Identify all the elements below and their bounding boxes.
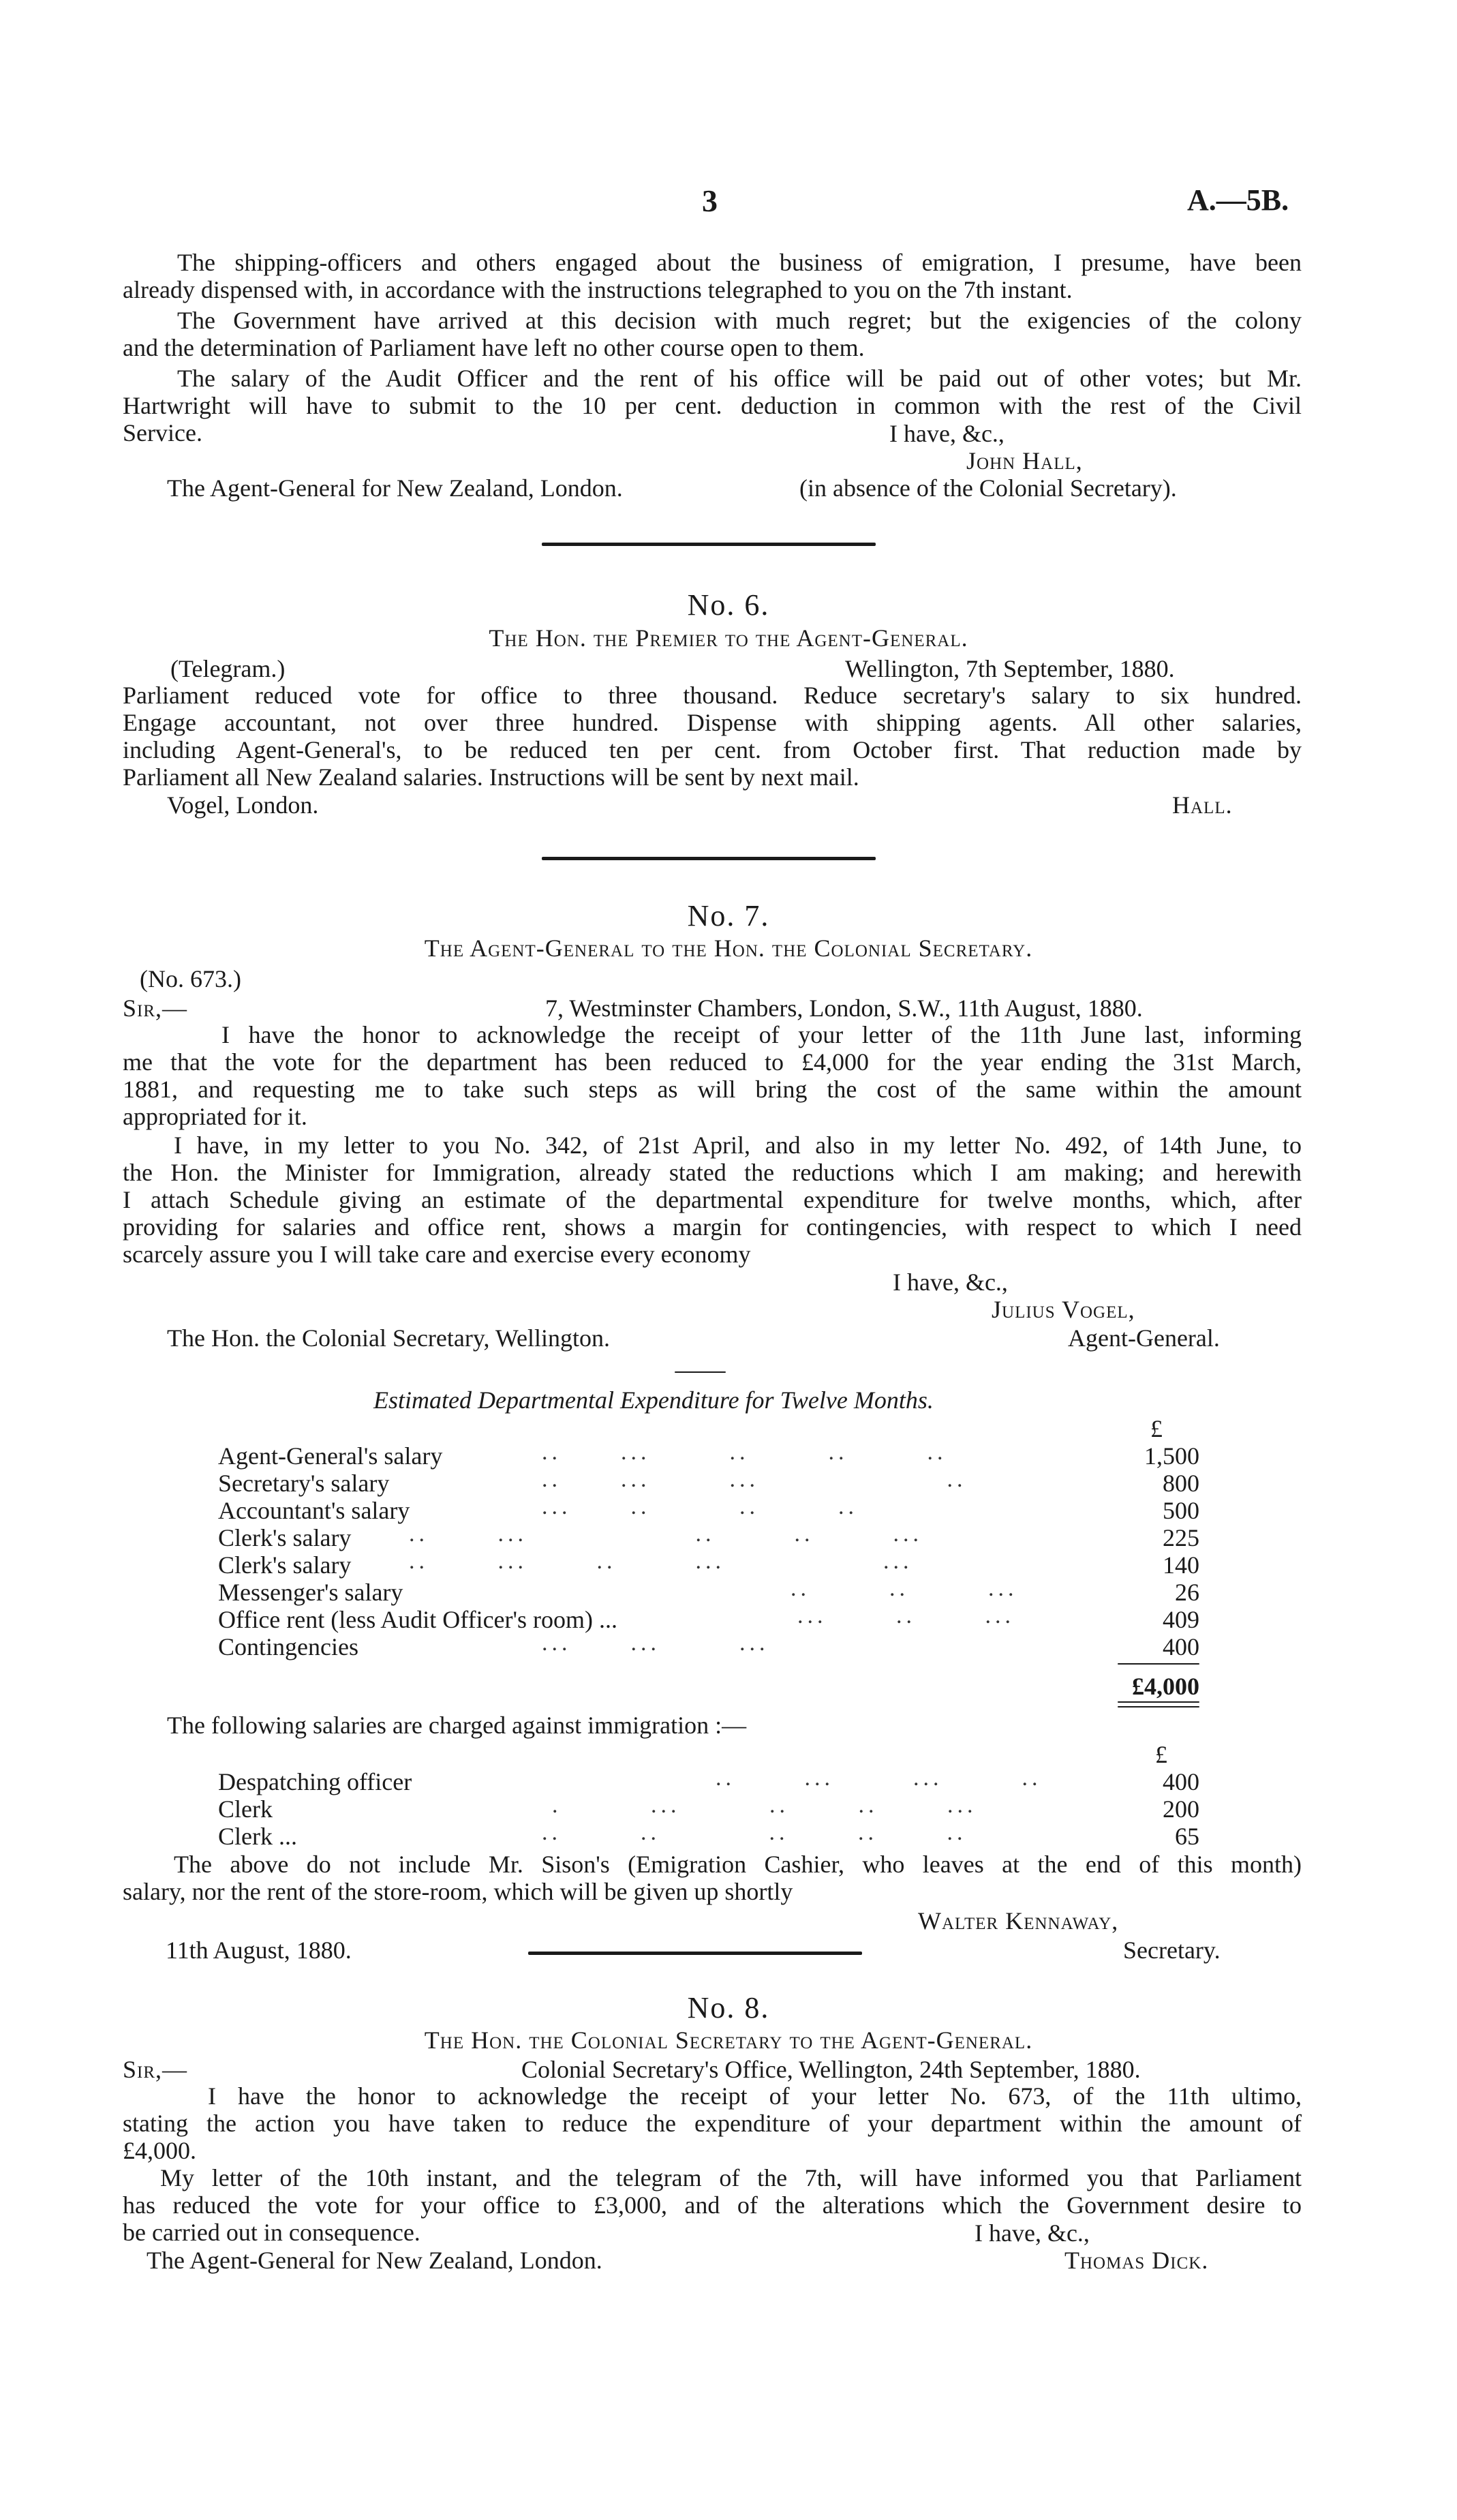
row-amount: 400 — [1163, 1768, 1199, 1795]
signer-title: Secretary. — [1123, 1937, 1221, 1964]
text-line: me that the vote for the department has been reduced to £4,000 for the year ending the 31st March, — [123, 1048, 1302, 1076]
section-heading: The Agent-General to the Hon. the Colonial Secretary. — [424, 935, 1033, 962]
double-rule-bottom — [1118, 1706, 1199, 1707]
schedule-title: Estimated Departmental Expenditure for Twelve Months. — [373, 1386, 934, 1414]
text-line: the Hon. the Minister for Immigration, already stated the reductions which I am making; and herewith — [123, 1159, 1302, 1186]
text-line: I have the honor to acknowledge the receipt of your letter No. 673, of the 11th ultimo, — [208, 2082, 1302, 2110]
leader-dots: ... .. .. .. — [542, 1494, 858, 1519]
text-line: scarcely assure you I will take care and exercise every economy — [123, 1241, 751, 1268]
row-label: Clerk's salary — [218, 1524, 352, 1551]
text-line: The Government have arrived at this decision with much regret; but the exigencies of the colony — [177, 307, 1302, 334]
row-label: Office rent (less Audit Officer's room) ... — [218, 1606, 618, 1633]
leader-dots: .. .. .. .. .. — [542, 1820, 967, 1845]
leader-dots: .. .. ... — [791, 1576, 1018, 1601]
text-line: Engage accountant, not over three hundred. Dispense with shipping agents. All other salaries, — [123, 709, 1302, 736]
closing-phrase: I have, &c., — [975, 2219, 1090, 2247]
text-line: Parliament reduced vote for office to three thousand. Reduce secretary's salary to six hundred. — [123, 682, 1302, 709]
text-line: The above do not include Mr. Sison's (Emigration Cashier, who leaves at the end of this month) — [174, 1851, 1302, 1878]
letter-reference: (No. 673.) — [140, 965, 241, 992]
schedule-date: 11th August, 1880. — [166, 1937, 352, 1964]
signer-name: Thomas Dick. — [1064, 2247, 1209, 2274]
row-label: Clerk's salary — [218, 1551, 352, 1579]
text-line: salary, nor the rent of the store-room, which will be given up shortly — [123, 1878, 793, 1905]
text-line: I have, in my letter to you No. 342, of 21st April, and also in my letter No. 492, of 14th June, to — [174, 1132, 1302, 1159]
text-line: already dispensed with, in accordance with the instructions telegraphed to you on the 7th instant. — [123, 276, 1073, 303]
signer-name: Hall. — [1172, 791, 1233, 819]
row-label: Messenger's salary — [218, 1579, 403, 1606]
text-line: Hartwright will have to submit to the 10 per cent. deduction in common with the rest of the Civil — [123, 392, 1302, 419]
recipient: Vogel, London. — [167, 791, 319, 819]
section-divider — [528, 1952, 862, 1955]
salutation: Sir,— — [123, 995, 188, 1022]
text-line: providing for salaries and office rent, shows a margin for contingencies, with respect to which I need — [123, 1213, 1302, 1241]
text-line: appropriated for it. — [123, 1103, 307, 1130]
place-date: 7, Westminster Chambers, London, S.W., 11th August, 1880. — [545, 995, 1143, 1022]
place-date: Wellington, 7th September, 1880. — [845, 655, 1175, 682]
section-divider — [542, 857, 876, 860]
text-line: Parliament all New Zealand salaries. Instructions will be sent by next mail. — [123, 763, 859, 791]
text-line: The salary of the Audit Officer and the rent of his office will be paid out of other votes; but Mr. — [177, 365, 1302, 392]
row-label: Clerk — [218, 1795, 273, 1823]
text-line: be carried out in consequence. — [123, 2219, 420, 2246]
text-line: I have the honor to acknowledge the receipt of your letter of the 11th June last, informing — [221, 1021, 1302, 1048]
row-label: Secretary's salary — [218, 1470, 390, 1497]
row-amount: 200 — [1163, 1795, 1199, 1823]
row-label: Clerk ... — [218, 1823, 297, 1850]
leader-dots: ... .. ... — [797, 1603, 1015, 1628]
immigration-intro: The following salaries are charged against immigration :— — [167, 1712, 747, 1739]
leader-dots: .. ... ... .. — [716, 1765, 1042, 1791]
section-number: No. 6. — [687, 588, 770, 622]
row-amount: 800 — [1163, 1470, 1199, 1497]
salutation: Sir,— — [123, 2056, 188, 2083]
row-amount: 400 — [1163, 1633, 1199, 1660]
row-amount: 65 — [1175, 1823, 1199, 1850]
signer-title: Agent-General. — [1068, 1324, 1220, 1352]
signer-name: John Hall, — [966, 447, 1083, 474]
document-reference: A.—5B. — [1187, 183, 1289, 217]
text-line: £4,000. — [123, 2137, 196, 2164]
signer-note: (in absence of the Colonial Secretary). — [799, 474, 1177, 502]
recipient: The Hon. the Colonial Secretary, Wellington. — [167, 1324, 610, 1352]
leader-dots: ... ... ... — [542, 1630, 769, 1656]
leader-dots: .. ... ... .. — [542, 1467, 967, 1492]
double-rule-top — [1118, 1701, 1199, 1703]
closing-phrase: I have, &c., — [893, 1269, 1008, 1296]
row-label: Agent-General's salary — [218, 1442, 443, 1470]
row-amount: 26 — [1175, 1579, 1199, 1606]
row-amount: 225 — [1163, 1524, 1199, 1551]
section-number: No. 7. — [687, 899, 770, 932]
currency-symbol: £ — [1150, 1415, 1163, 1442]
leader-dots: .. ... .. .. .. — [542, 1440, 947, 1465]
text-line: and the determination of Parliament have left no other course open to them. — [123, 334, 865, 361]
row-amount: 1,500 — [1144, 1442, 1199, 1470]
text-line: has reduced the vote for your office to £3,000, and of the alterations which the Government desire to — [123, 2191, 1302, 2219]
row-label: Contingencies — [218, 1633, 358, 1660]
recipient: The Agent-General for New Zealand, London. — [147, 2247, 602, 2274]
section-divider — [542, 543, 876, 546]
text-line: The shipping-officers and others engaged about the business of emigration, I presume, have been — [177, 249, 1302, 276]
leader-dots: . ... .. .. ... — [552, 1793, 977, 1818]
row-amount: 500 — [1163, 1497, 1199, 1524]
leader-dots: .. ... .. .. ... — [409, 1521, 923, 1547]
row-label: Accountant's salary — [218, 1497, 410, 1524]
leader-dots: .. ... .. ... ... — [409, 1549, 913, 1574]
signer-name: Julius Vogel, — [992, 1296, 1135, 1323]
row-label: Despatching officer — [218, 1768, 412, 1795]
section-number: No. 8. — [687, 1991, 770, 2024]
schedule-total: £4,000 — [1132, 1673, 1199, 1700]
message-type: (Telegram.) — [170, 655, 286, 682]
row-amount: 140 — [1163, 1551, 1199, 1579]
signer-name: Walter Kennaway, — [918, 1907, 1119, 1934]
short-divider — [675, 1371, 726, 1373]
text-line: 1881, and requesting me to take such steps as will bring the cost of the same within the amount — [123, 1076, 1302, 1103]
currency-symbol: £ — [1155, 1741, 1167, 1768]
text-line: Service. — [123, 419, 202, 446]
text-line: stating the action you have taken to reduce the expenditure of your department within the amount of — [123, 2110, 1302, 2137]
section-heading: The Hon. the Colonial Secretary to the Agent-General. — [424, 2026, 1033, 2054]
text-line: My letter of the 10th instant, and the telegram of the 7th, will have informed you that Parliament — [160, 2164, 1302, 2191]
text-line: including Agent-General's, to be reduced ten per cent. from October first. That reduction made by — [123, 736, 1302, 763]
sum-rule — [1118, 1663, 1199, 1665]
place-date: Colonial Secretary's Office, Wellington, 24th September, 1880. — [521, 2056, 1141, 2083]
text-line: I attach Schedule giving an estimate of the departmental expenditure for twelve months, which, after — [123, 1186, 1302, 1213]
section-heading: The Hon. the Premier to the Agent-General. — [489, 624, 968, 652]
page-number: 3 — [702, 183, 718, 218]
row-amount: 409 — [1163, 1606, 1199, 1633]
closing-phrase: I have, &c., — [889, 420, 1004, 447]
recipient: The Agent-General for New Zealand, London. — [167, 474, 623, 502]
